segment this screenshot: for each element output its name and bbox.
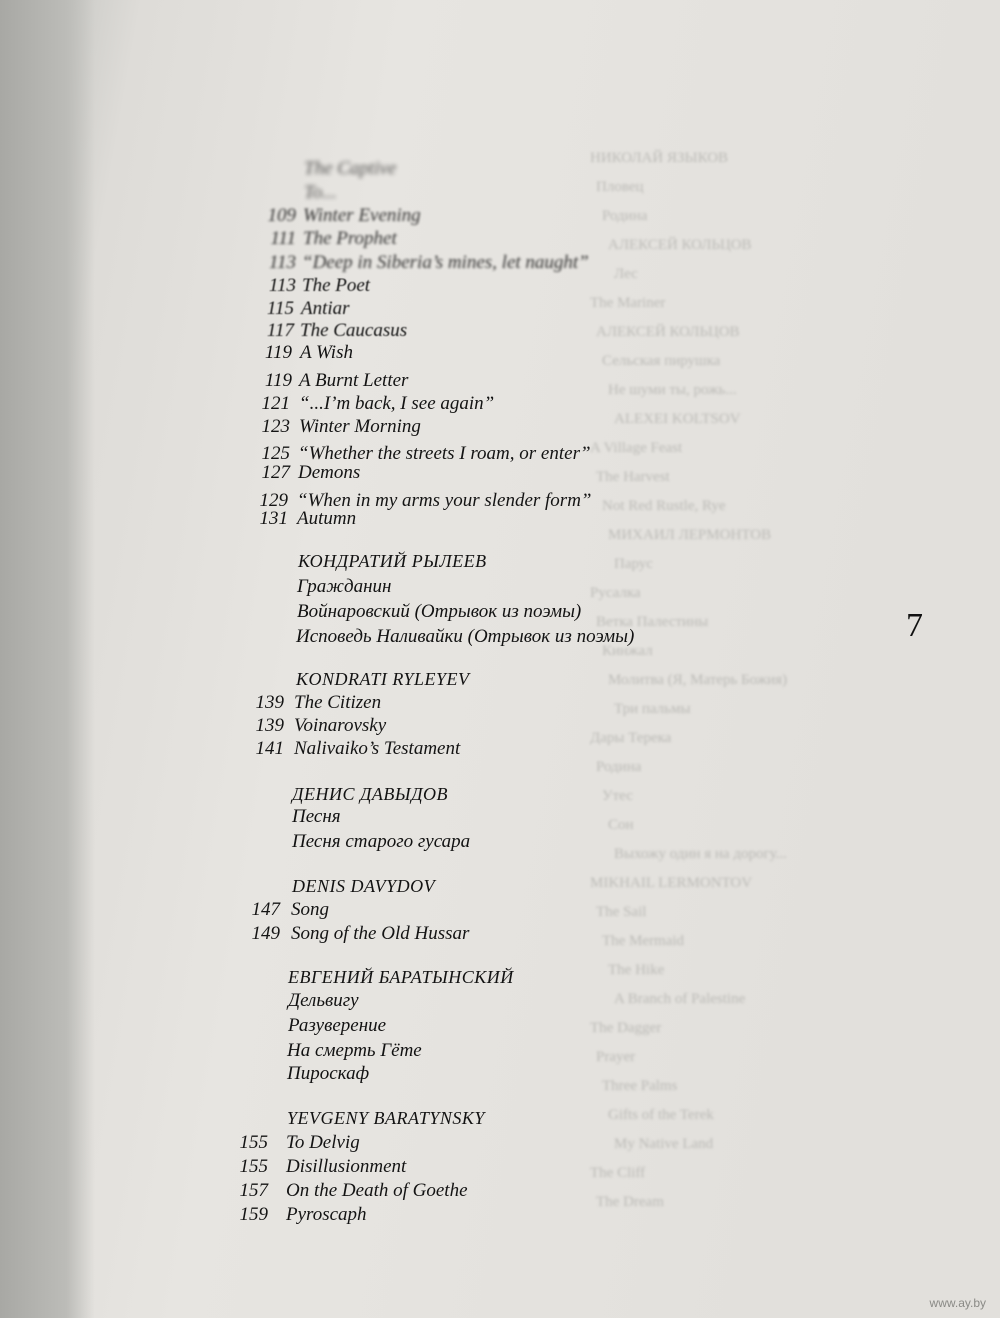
page-ref: 159 [239,1204,268,1225]
page-ref: 117 [266,320,294,341]
watermark: www.ay.by [929,1296,986,1310]
entry-title: The Poet [302,275,371,296]
ghost-line: A Village Feast [590,440,683,456]
entry-title: On the Death of Goethe [286,1180,468,1201]
entry-title: A Burnt Letter [299,370,409,391]
ghost-line: The Sail [596,904,647,920]
ghost-line: A Branch of Palestine [614,991,746,1007]
page-ref: 119 [264,342,292,363]
ghost-line: Ветка Палестины [596,614,709,630]
entry-title: Pyroscaph [286,1204,367,1225]
ghost-line: Кинжал [602,643,653,659]
ghost-line: АЛЕКСЕЙ КОЛЬЦОВ [608,237,752,253]
ghost-line: Сельская пирушка [602,353,721,369]
page-ref: 139 [255,715,284,736]
ghost-line: Не шуми ты, рожь... [608,382,737,398]
ghost-line: Утес [602,788,633,804]
page-ref: 109 [267,205,296,226]
ghost-line: Родина [602,208,648,224]
ghost-line: Пловец [596,179,644,195]
entry-title: The Citizen [294,692,382,713]
section-heading-baratynsky-ru: ЕВГЕНИЙ БАРАТЫНСКИЙ [288,967,514,987]
page-ref: 129 [259,490,288,511]
page-number: 7 [906,607,923,644]
ghost-line: Лес [614,266,638,282]
list-item: Исповедь Наливайки (Отрывок из поэмы) [296,626,635,647]
list-item: Песня [292,806,341,827]
page-ref: 155 [239,1156,268,1177]
page-ref: 155 [239,1132,268,1153]
show-through-text [590,150,970,1250]
entry-title: The Captive [304,158,397,179]
ghost-line: Three Palms [602,1078,678,1094]
page-ref: 115 [266,298,294,319]
ghost-line: Gifts of the Terek [608,1107,714,1123]
ghost-line: Not Red Rustle, Rye [602,498,726,514]
page-ref: 147 [251,899,280,920]
ghost-line: My Native Land [614,1136,714,1152]
ghost-line: НИКОЛАЙ ЯЗЫКОВ [590,150,729,166]
entry-title: Song [291,899,329,920]
list-item: Пироскаф [287,1063,370,1084]
ghost-line: Сон [608,817,634,833]
list-item: Разуверение [288,1015,387,1036]
entry-title: To... [304,182,337,203]
ghost-line: Выхожу один я на дорогу... [614,846,787,862]
entry-title: A Wish [300,342,353,363]
page-ref: 111 [270,228,296,249]
ghost-line: Prayer [596,1049,636,1065]
section-heading-ryleev-en: KONDRATI RYLEYEV [296,669,470,689]
entry-title: Song of the Old Hussar [291,923,470,944]
section-heading-baratynsky-en: YEVGENY BARATYNSKY [287,1108,485,1128]
entry-title: “When in my arms your slender form” [297,490,592,511]
ghost-line: The Mermaid [602,933,685,949]
page-ref: 149 [251,923,280,944]
ghost-line: ALEXEI KOLTSOV [614,411,741,427]
list-item: Гражданин [297,576,392,597]
page-ref: 157 [239,1180,268,1201]
entry-title: The Caucasus [300,320,408,341]
page-ref: 123 [261,416,290,437]
entry-title: Autumn [297,508,357,529]
page-ref: 127 [261,462,290,483]
entry-title: “Whether the streets I roam, or enter” [298,443,591,464]
ghost-line: The Mariner [590,295,666,311]
list-item: Дельвигу [288,990,359,1011]
page-ref: 113 [268,275,296,296]
entry-title: Winter Morning [299,416,421,437]
ghost-line: Молитва (Я, Матерь Божия) [608,672,788,688]
book-gutter-shadow [0,0,95,1318]
ghost-line: Парус [614,556,653,572]
entry-title: Demons [298,462,361,483]
entry-title: To Delvig [286,1132,360,1153]
page-ref: 131 [259,508,288,529]
ghost-line: The Hike [608,962,665,978]
ghost-line: Дары Терека [590,730,672,746]
page-ref: 125 [261,443,290,464]
entry-title: “Deep in Siberia’s mines, let naught” [302,252,589,273]
ghost-line: Три пальмы [614,701,691,717]
ghost-line: Русалка [590,585,641,601]
ghost-line: The Dagger [590,1020,662,1036]
page-ref: 141 [255,738,284,759]
entry-title: Voinarovsky [294,715,387,736]
section-heading-davydov-ru: ДЕНИС ДАВЫДОВ [292,784,449,804]
section-heading-ryleev-ru: КОНДРАТИЙ РЫЛЕЕВ [298,551,487,571]
section-heading-davydov-en: DENIS DAVYDOV [292,876,436,896]
page-ref: 139 [255,692,284,713]
entry-title: Nalivaiko’s Testament [294,738,461,759]
ghost-line: MIKHAIL LERMONTOV [590,875,753,891]
page-ref: 121 [261,393,290,414]
ghost-line: The Cliff [590,1165,646,1181]
ghost-line: Родина [596,759,642,775]
list-item: Войнаровский (Отрывок из поэмы) [297,601,582,622]
ghost-line: МИХАИЛ ЛЕРМОНТОВ [608,527,772,543]
entry-title: Disillusionment [286,1156,407,1177]
entry-title: Winter Evening [303,205,421,226]
ghost-line: The Harvest [596,469,670,485]
entry-title: Antiar [301,298,350,319]
page-ref: 113 [268,252,296,273]
page-ref: 119 [264,370,292,391]
ghost-line: АЛЕКСЕЙ КОЛЬЦОВ [596,324,740,340]
list-item: Песня старого гусара [292,831,471,852]
list-item: На смерть Гёте [287,1040,422,1061]
entry-title: “...I’m back, I see again” [299,393,495,414]
ghost-line: The Dream [596,1194,664,1210]
entry-title: The Prophet [303,228,397,249]
